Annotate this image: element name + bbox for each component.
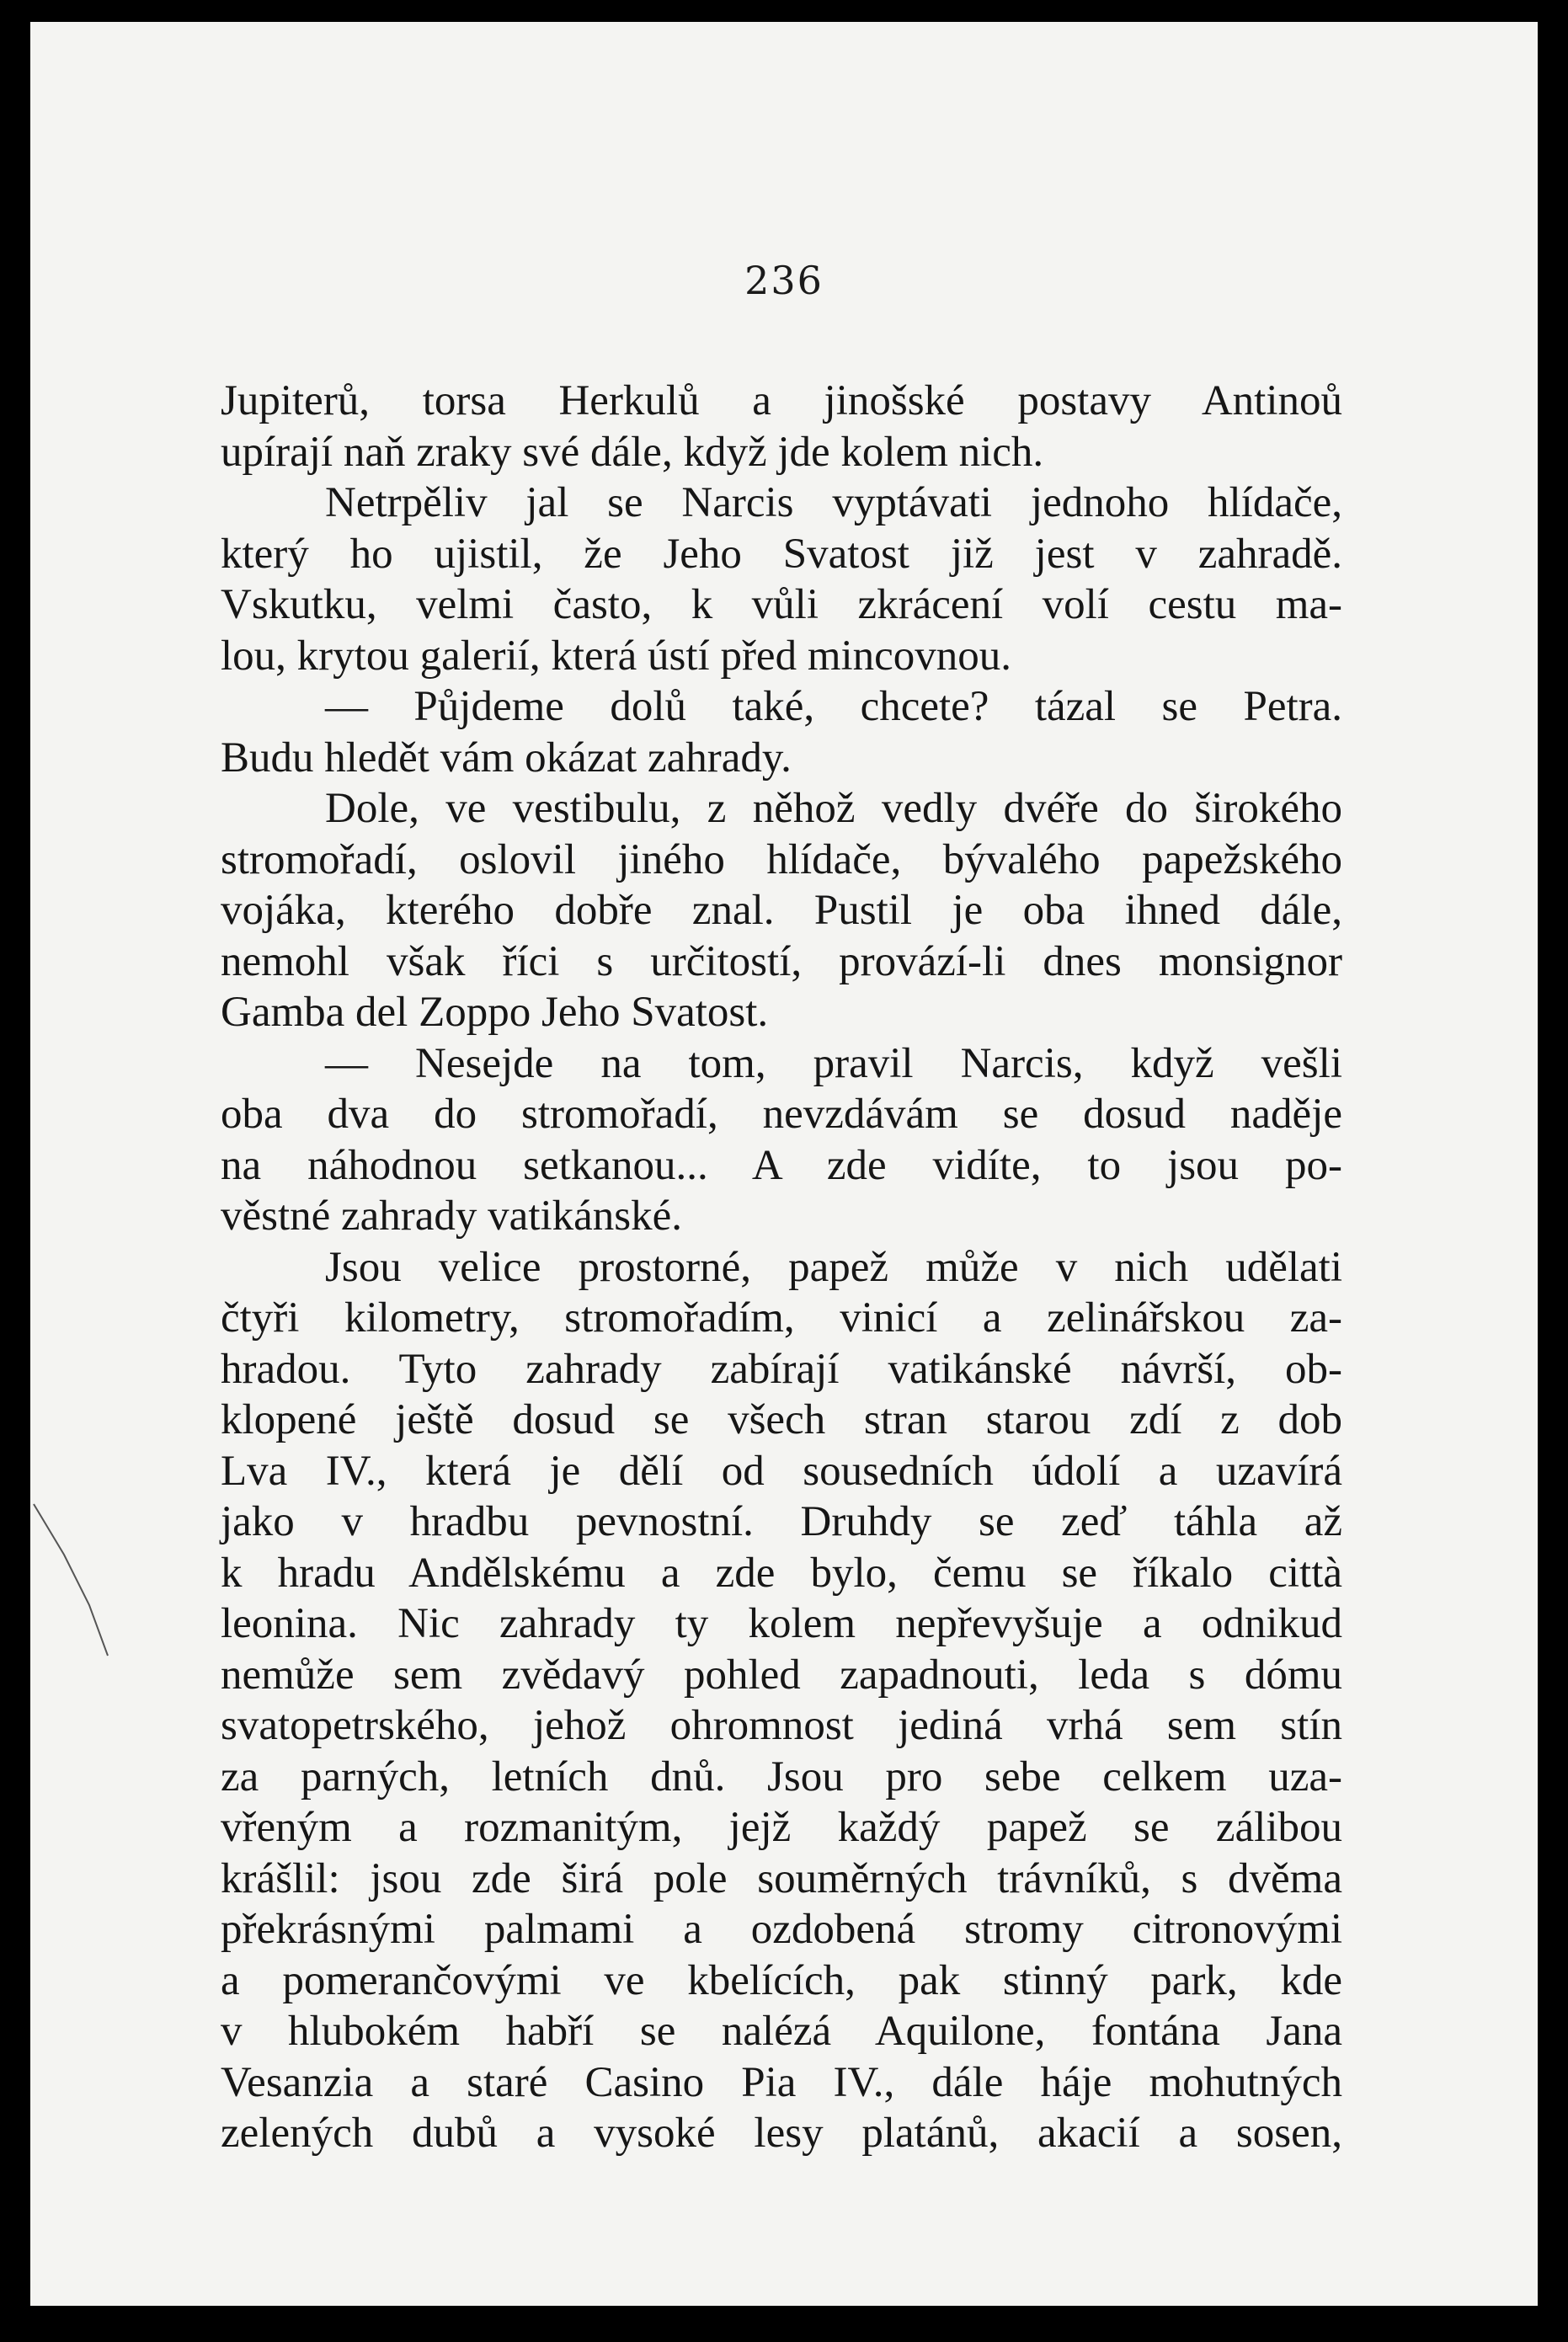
text-line: upírají naň zraky své dále, když jde kolem nich. — [221, 428, 1044, 476]
text-line: stromořadí, oslovil jiného hlídače, bývalého papežského — [221, 835, 1342, 883]
page-number: 236 — [744, 258, 824, 303]
text-line: krášlil: jsou zde širá pole souměrných trávníků, s dvěma — [221, 1854, 1342, 1902]
text-line: — Nesejde na tom, pravil Narcis, když vešli — [325, 1039, 1342, 1087]
text-line: vojáka, kterého dobře znal. Pustil je oba ihned dále, — [221, 887, 1342, 934]
text-line: lou, krytou galerií, která ústí před mincovnou. — [221, 632, 1012, 680]
text-line: nemohl však říci s určitostí, provází-li dnes monsignor — [221, 937, 1342, 985]
text-line: Jsou velice prostorné, papež může v nich udělati — [325, 1243, 1342, 1291]
text-line: — Půjdeme dolů také, chcete? tázal se Petra. — [325, 683, 1342, 730]
text-line: který ho ujistil, že Jeho Svatost již jest v zahradě. — [221, 530, 1342, 578]
margin-scratch-mark — [30, 1487, 123, 1664]
text-line: klopené ještě dosud se všech stran starou zdí z dob — [221, 1396, 1342, 1443]
text-line: nemůže sem zvědavý pohled zapadnouti, leda s dómu — [221, 1651, 1342, 1699]
body-text — [221, 376, 1342, 2159]
text-line: Netrpěliv jal se Narcis vyptávati jednoho hlídače, — [325, 479, 1342, 526]
text-line: zelených dubů a vysoké lesy platánů, akacií a sosen, — [221, 2110, 1342, 2157]
text-line: v hlubokém habří se nalézá Aquilone, fontána Jana — [221, 2008, 1342, 2055]
text-line: čtyři kilometry, stromořadím, vinicí a zelinářskou za- — [221, 1294, 1342, 1342]
text-line: na náhodnou setkanou... A zde vidíte, to jsou po- — [221, 1141, 1342, 1189]
text-line: Gamba del Zoppo Jeho Svatost. — [221, 989, 769, 1036]
text-line: hradou. Tyto zahrady zabírají vatikánské návrší, ob- — [221, 1345, 1342, 1393]
text-line: překrásnými palmami a ozdobená stromy citronovými — [221, 1906, 1342, 1953]
text-line: za parných, letních dnů. Jsou pro sebe celkem uza- — [221, 1752, 1342, 1801]
text-line: Dole, ve vestibulu, z něhož vedly dvéře do širokého — [325, 785, 1342, 832]
text-line: Budu hledět vám okázat zahrady. — [221, 734, 792, 782]
text-line: leonina. Nic zahrady ty kolem nepřevyšuje a odnikud — [221, 1600, 1342, 1647]
text-line: a pomerančovými ve kbelících, pak stinný park, kde — [221, 1956, 1342, 2004]
text-line: vřeným a rozmanitým, jejž každý papež se zálibou — [221, 1804, 1342, 1851]
text-line: svatopetrského, jehož ohromnost jediná vrhá sem stín — [221, 1702, 1342, 1749]
text-line: Vskutku, velmi často, k vůli zkrácení volí cestu ma- — [221, 581, 1342, 628]
text-line: věstné zahrady vatikánské. — [221, 1192, 683, 1240]
text-line: k hradu Andělskému a zde bylo, čemu se říkalo città — [221, 1549, 1342, 1597]
text-line: oba dva do stromořadí, nevzdávám se dosud naděje — [221, 1091, 1342, 1138]
text-line: Lva IV., která je dělí od sousedních údolí a uzavírá — [221, 1447, 1342, 1495]
text-line: jako v hradbu pevnostní. Druhdy se zeď táhla až — [221, 1498, 1342, 1545]
text-line: Vesanzia a staré Casino Pia IV., dále háje mohutných — [221, 2058, 1342, 2106]
text-line: Jupiterů, torsa Herkulů a jinošské postavy Antinoů — [221, 377, 1342, 424]
book-page — [30, 22, 1538, 2306]
